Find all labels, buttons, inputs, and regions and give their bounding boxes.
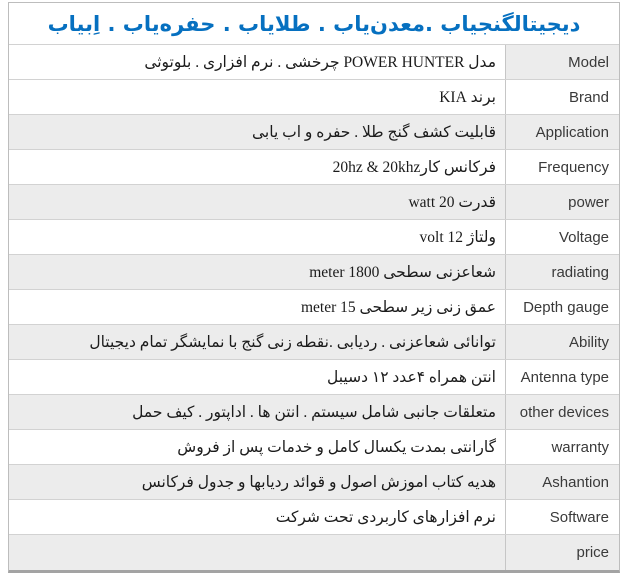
spec-value-cell [9, 290, 505, 324]
spec-value-cell [9, 360, 505, 394]
product-spec-table [8, 2, 620, 573]
spec-label-text: Ability [568, 333, 609, 351]
spec-value-text: مدل POWER HUNTER چرخشی . نرم افزاری . بلوتوثی [144, 53, 496, 71]
spec-value-cell [9, 185, 505, 219]
spec-label-text: radiating [551, 263, 609, 281]
table-row [9, 115, 619, 150]
spec-label-text: Brand [568, 88, 609, 106]
table-row [9, 80, 619, 115]
spec-label-cell [505, 465, 619, 499]
table-row [9, 255, 619, 290]
spec-value-text: متعلقات جانبی شامل سیستم . انتن ها . اداپتور . کیف حمل [132, 403, 496, 421]
spec-value-cell [9, 255, 505, 289]
spec-label-text: warranty [551, 438, 609, 456]
spec-label-cell [505, 430, 619, 464]
spec-value-text: قدرت 20 watt [408, 193, 496, 211]
spec-label-cell [505, 500, 619, 534]
spec-label-text: Depth gauge [523, 298, 609, 316]
spec-value-text: برند KIA [439, 88, 496, 106]
spec-label-text: other devices [519, 403, 609, 421]
table-row [9, 290, 619, 325]
spec-label-text: Antenna type [520, 368, 609, 386]
spec-label-cell [505, 535, 619, 570]
spec-label-text: Voltage [558, 228, 609, 246]
table-row [9, 220, 619, 255]
spec-value-text: قابلیت کشف گنج طلا . حفره و اب یابی [252, 123, 496, 141]
spec-label-cell [505, 220, 619, 254]
spec-value-cell [9, 115, 505, 149]
spec-value-text: انتن همراه ۴عدد ۱۲ دسیبل [327, 368, 496, 386]
spec-value-cell [9, 325, 505, 359]
spec-label-cell [505, 45, 619, 79]
spec-label-text: Model [568, 53, 609, 71]
spec-label-text: Frequency [538, 158, 609, 176]
page-title: دیجیتالگنجیاب .معدن‌یاب . طلایاب . حفره‌یاب . اِبیاب [9, 3, 619, 45]
spec-value-text: توانائی شعاعزنی . ردیابی .نقطه زنی گنج با نمایشگر تمام دیجیتال [89, 333, 496, 351]
table-row [9, 430, 619, 465]
spec-label-text: Application [535, 123, 609, 141]
spec-value-cell [9, 80, 505, 114]
spec-rows [9, 45, 619, 570]
table-row [9, 360, 619, 395]
table-row [9, 535, 619, 570]
table-row [9, 465, 619, 500]
table-row [9, 45, 619, 80]
spec-value-cell [9, 150, 505, 184]
spec-label-cell [505, 395, 619, 429]
table-row [9, 325, 619, 360]
spec-value-text: شعاعزنی سطحی 1800 meter [309, 263, 496, 281]
spec-value-text: ولتاژ 12 volt [419, 228, 496, 246]
spec-label-cell [505, 150, 619, 184]
table-row [9, 150, 619, 185]
spec-label-text: Ashantion [542, 473, 609, 491]
spec-label-cell [505, 185, 619, 219]
spec-value-text: گارانتی بمدت یکسال کامل و خدمات پس از فروش [177, 438, 496, 456]
spec-value-cell [9, 465, 505, 499]
spec-value-text: فرکانس کار20hz & 20khz [332, 158, 496, 176]
spec-value-cell [9, 220, 505, 254]
spec-label-text: Software [549, 508, 609, 526]
spec-label-cell [505, 360, 619, 394]
spec-label-cell [505, 325, 619, 359]
spec-value-text: عمق زنی زیر سطحی 15 meter [300, 298, 496, 316]
spec-value-text: نرم افزارهای کاربردی تحت شرکت [275, 508, 496, 526]
spec-label-cell [505, 80, 619, 114]
spec-value-cell [9, 430, 505, 464]
spec-label-cell [505, 255, 619, 289]
spec-value-cell [9, 395, 505, 429]
spec-value-cell [9, 535, 505, 570]
spec-value-text: هدیه کتاب اموزش اصول و قوائد ردیابها و جدول فرکانس [141, 473, 496, 491]
spec-label-text: price [576, 544, 609, 561]
spec-value-cell [9, 45, 505, 79]
table-row [9, 500, 619, 535]
spec-value-cell [9, 500, 505, 534]
table-row [9, 185, 619, 220]
spec-label-cell [505, 115, 619, 149]
spec-label-cell [505, 290, 619, 324]
spec-label-text: power [568, 193, 609, 211]
table-row [9, 395, 619, 430]
